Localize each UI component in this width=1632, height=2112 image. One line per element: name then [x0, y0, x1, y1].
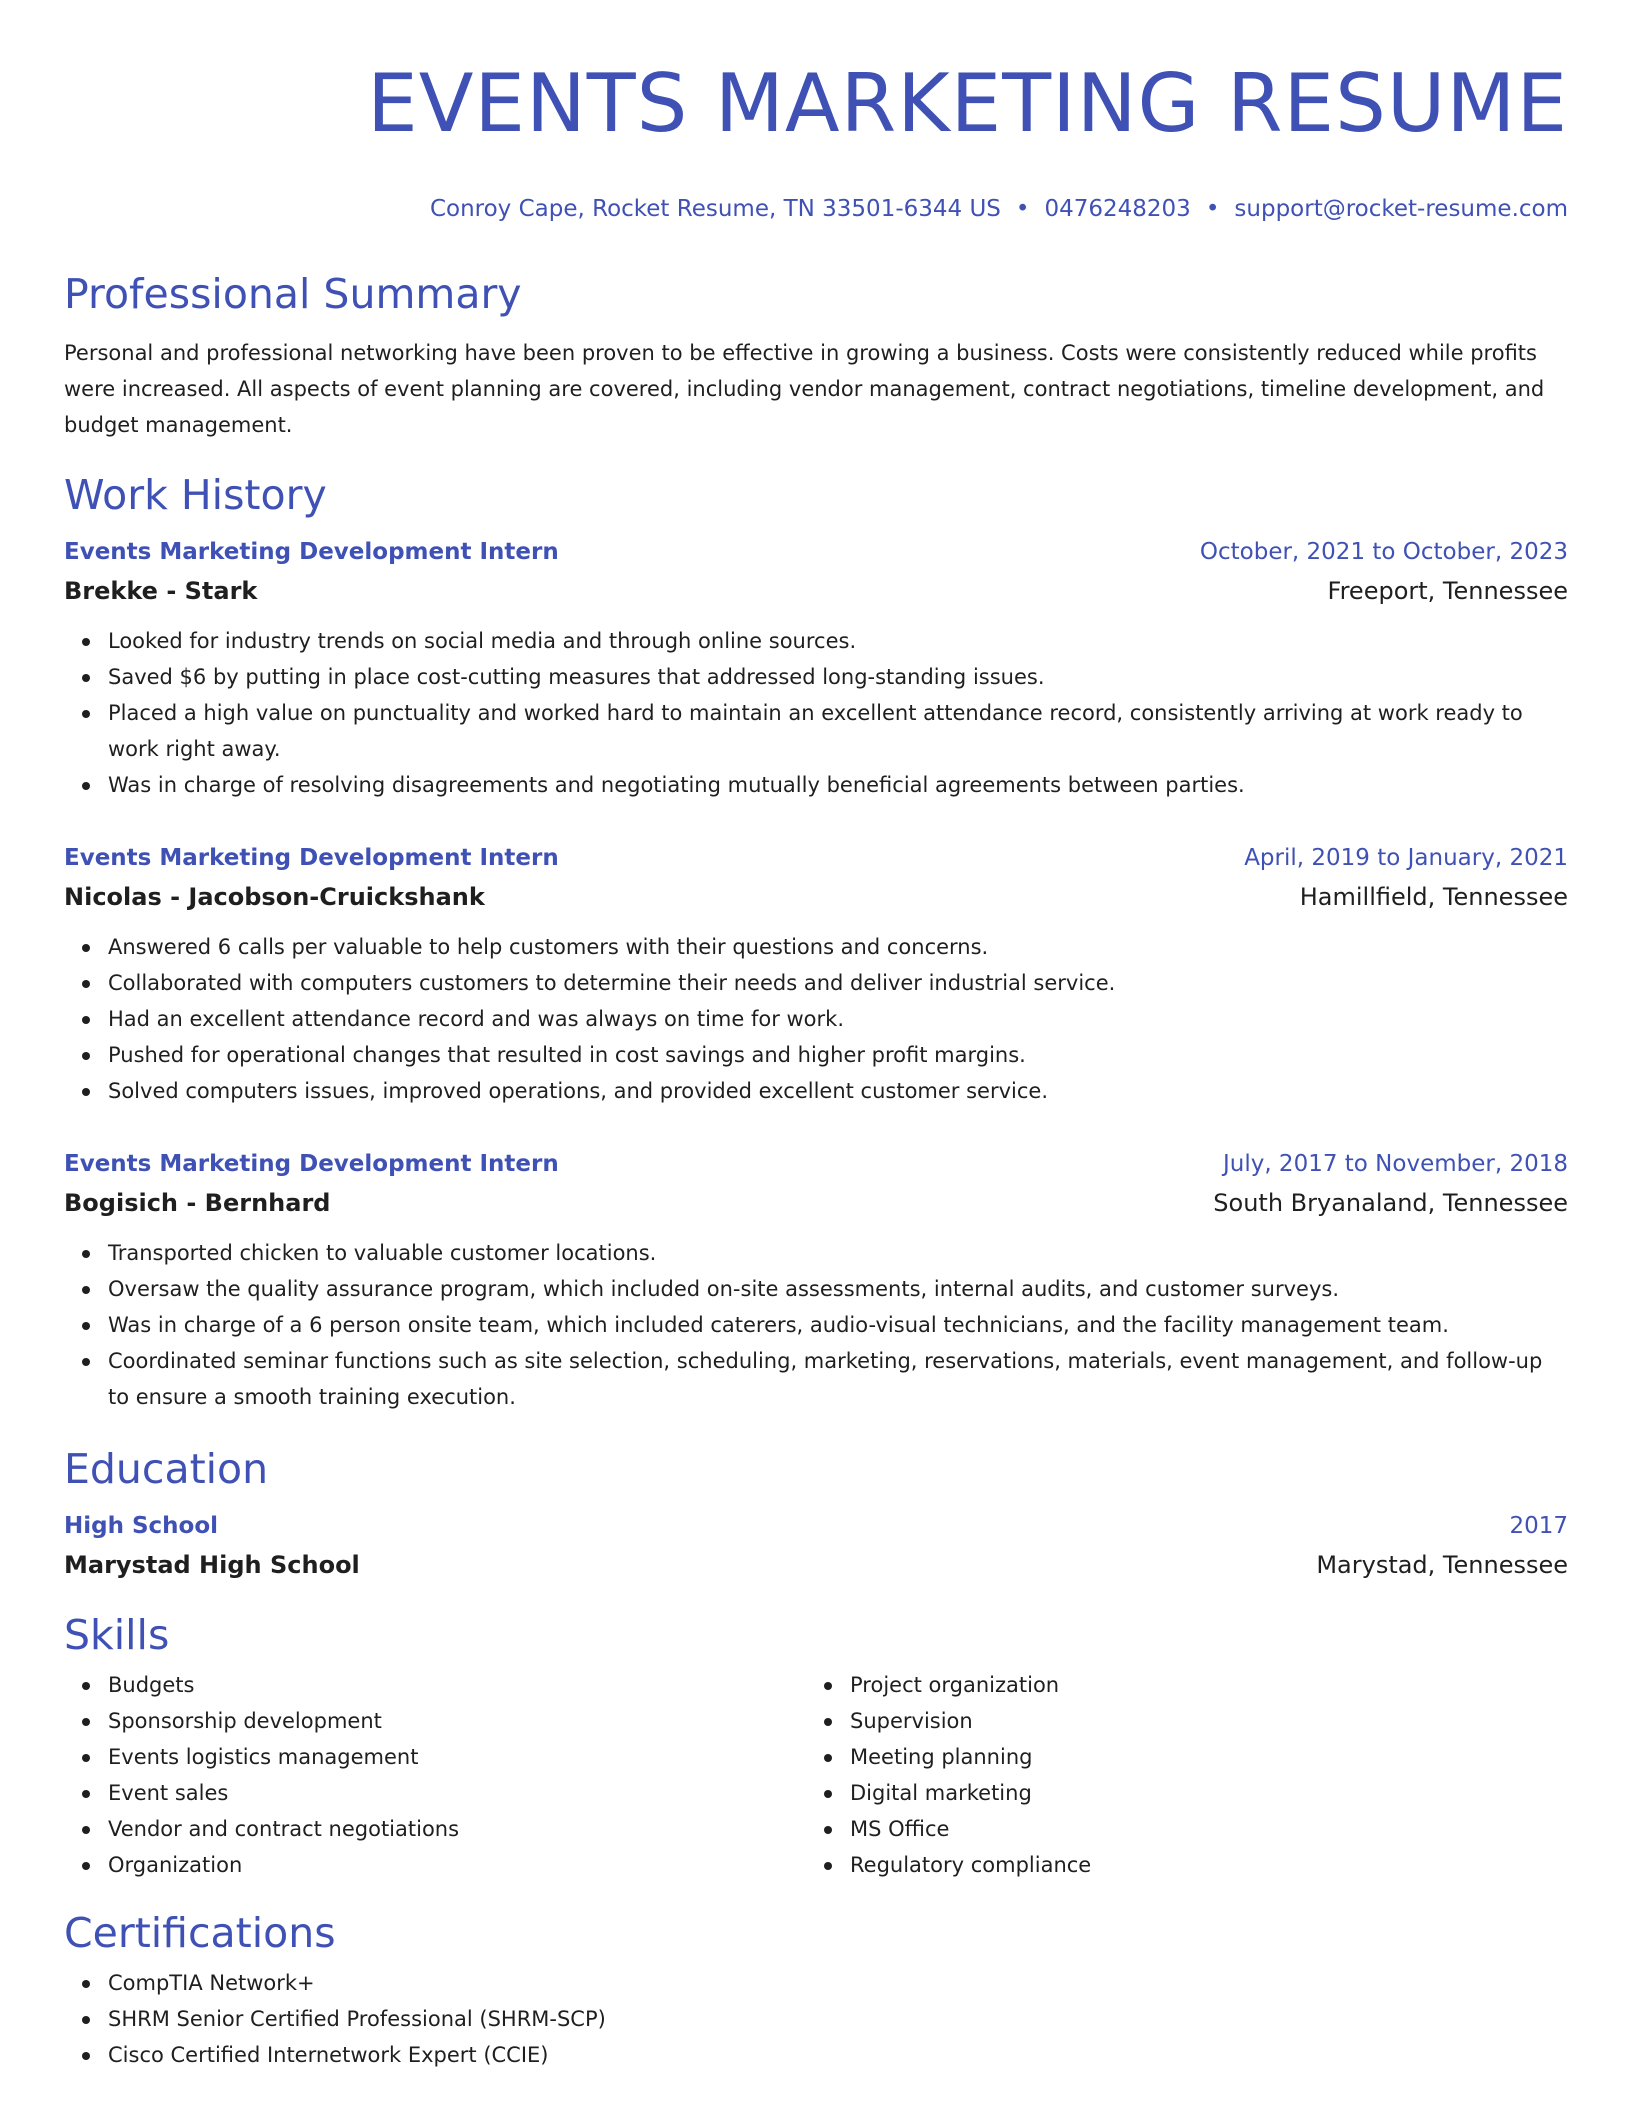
certification-item: Cisco Certified Internetwork Expert (CCIE): [108, 2037, 1568, 2073]
company-name: Brekke - Stark: [64, 577, 258, 605]
skill-item: Supervision: [850, 1703, 1548, 1739]
job-bullet: Placed a high value on punctuality and worked hard to maintain an excellent attendance record, consistently arriving at work ready to work right away.: [108, 695, 1568, 767]
job-entry: [64, 533, 1568, 803]
job-bullet: Collaborated with computers customers to determine their needs and deliver industrial service.: [108, 965, 1568, 1001]
job-location: South Bryanaland, Tennessee: [1213, 1189, 1568, 1217]
education-entry: [64, 1507, 1568, 1585]
degree: High School: [64, 1513, 219, 1539]
section-heading-certifications: Certifications: [64, 1909, 336, 1957]
job-bullet: Coordinated seminar functions such as site selection, scheduling, marketing, reservations, materials, event management, and follow-up to ensure a smooth training execution.: [108, 1343, 1568, 1415]
section-heading-summary: Professional Summary: [64, 270, 522, 318]
graduation-year: 2017: [1509, 1513, 1568, 1539]
skill-item: Organization: [108, 1847, 806, 1883]
job-bullet: Transported chicken to valuable customer locations.: [108, 1235, 1568, 1271]
skill-item: Event sales: [108, 1775, 806, 1811]
skill-item: Digital marketing: [850, 1775, 1548, 1811]
skill-item: Events logistics management: [108, 1739, 806, 1775]
job-dates: July, 2017 to November, 2018: [1222, 1151, 1568, 1177]
school-location: Marystad, Tennessee: [1316, 1551, 1568, 1579]
job-title: Events Marketing Development Intern: [64, 845, 559, 871]
skills-columns: [64, 1667, 1568, 1883]
job-location: Freeport, Tennessee: [1327, 577, 1568, 605]
job-bullet: Pushed for operational changes that resulted in cost savings and higher profit margins.: [108, 1037, 1568, 1073]
job-bullet: Solved computers issues, improved operations, and provided excellent customer service.: [108, 1073, 1568, 1109]
separator-dot: •: [1205, 196, 1220, 222]
section-heading-education: Education: [64, 1445, 269, 1493]
skill-item: Regulatory compliance: [850, 1847, 1548, 1883]
section-heading-skills: Skills: [64, 1611, 170, 1659]
skill-item: Meeting planning: [850, 1739, 1548, 1775]
certification-item: SHRM Senior Certified Professional (SHRM-SCP): [108, 2001, 1568, 2037]
separator-dot: •: [1015, 196, 1030, 222]
resume-page: [64, 0, 1568, 2073]
certification-list: [64, 1965, 1568, 2073]
job-bullets: [64, 623, 1568, 803]
skills-column-left: [64, 1667, 806, 1883]
summary-text: Personal and professional networking have been proven to be effective in growing a business. Costs were consistently reduced while profits were increased. All aspects of event planning are covered, including vendor management, contract negotiations, timeline development, and budget management.: [64, 341, 1545, 437]
section-heading-work-history: Work History: [64, 471, 327, 519]
skills-column-right: [806, 1667, 1548, 1883]
resume-title: EVENTS MARKETING RESUME: [367, 57, 1568, 150]
company-name: Nicolas - Jacobson-Cruickshank: [64, 883, 485, 911]
skill-item: MS Office: [850, 1811, 1548, 1847]
job-bullets: [64, 1235, 1568, 1415]
school-name: Marystad High School: [64, 1551, 360, 1579]
job-bullet: Saved $6 by putting in place cost-cutting measures that addressed long-standing issues.: [108, 659, 1568, 695]
job-title: Events Marketing Development Intern: [64, 1151, 559, 1177]
job-bullet: Oversaw the quality assurance program, which included on-site assessments, internal audits, and customer surveys.: [108, 1271, 1568, 1307]
certification-item: CompTIA Network+: [108, 1965, 1568, 2001]
job-bullet: Answered 6 calls per valuable to help customers with their questions and concerns.: [108, 929, 1568, 965]
job-bullet: Was in charge of a 6 person onsite team, which included caterers, audio-visual technicians, and the facility management team.: [108, 1307, 1568, 1343]
job-bullet: Had an excellent attendance record and was always on time for work.: [108, 1001, 1568, 1037]
contact-email[interactable]: support@rocket-resume.com: [1234, 196, 1568, 222]
company-name: Bogisich - Bernhard: [64, 1189, 331, 1217]
skill-item: Vendor and contract negotiations: [108, 1811, 806, 1847]
skill-item: Budgets: [108, 1667, 806, 1703]
skill-item: Sponsorship development: [108, 1703, 806, 1739]
job-entry: [64, 1145, 1568, 1415]
job-location: Hamillfield, Tennessee: [1299, 883, 1568, 911]
skill-item: Project organization: [850, 1667, 1548, 1703]
job-dates: April, 2019 to January, 2021: [1244, 845, 1568, 871]
job-bullet: Looked for industry trends on social media and through online sources.: [108, 623, 1568, 659]
job-dates: October, 2021 to October, 2023: [1199, 539, 1568, 565]
job-bullet: Was in charge of resolving disagreements and negotiating mutually beneficial agreements between parties.: [108, 767, 1568, 803]
job-title: Events Marketing Development Intern: [64, 539, 559, 565]
contact-phone: 0476248203: [1044, 196, 1191, 222]
contact-address: Conroy Cape, Rocket Resume, TN 33501-6344 US: [429, 196, 1001, 222]
job-bullets: [64, 929, 1568, 1109]
job-entry: [64, 839, 1568, 1109]
contact-line: [64, 194, 1568, 224]
